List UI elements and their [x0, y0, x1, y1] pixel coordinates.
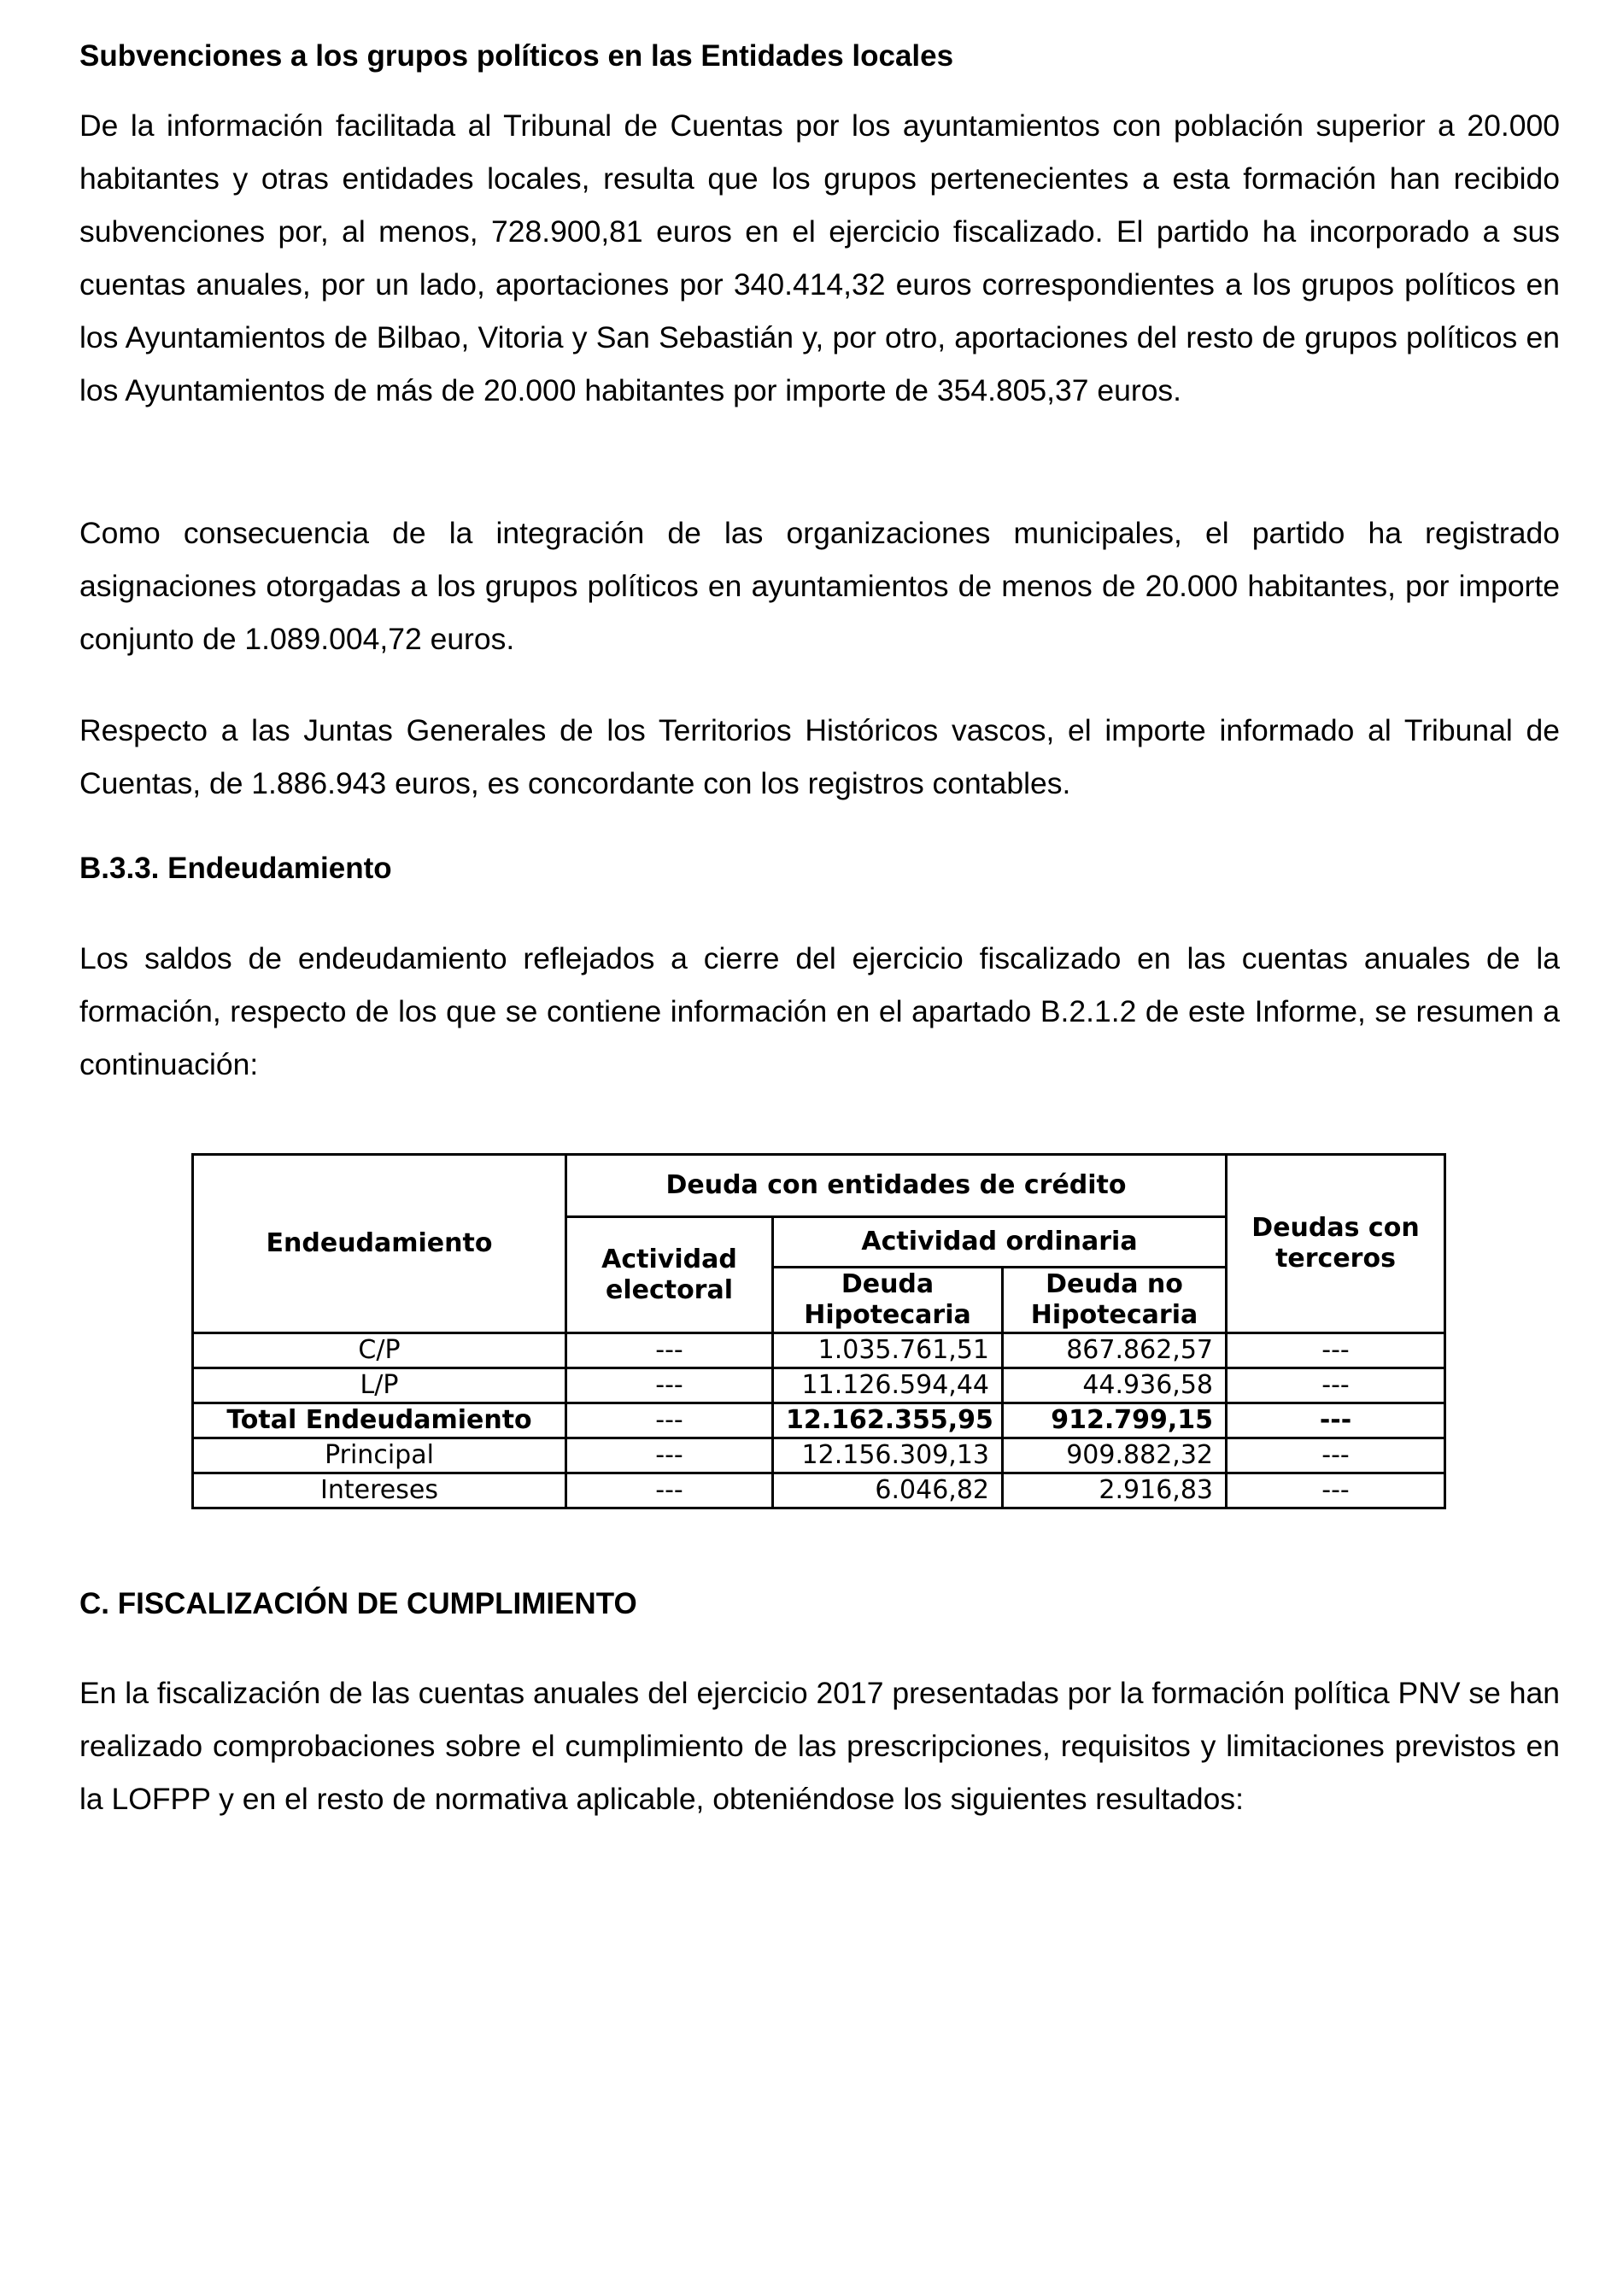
cell-terceros: --- [1227, 1403, 1445, 1438]
cell-no-hipotecaria: 2.916,83 [1003, 1473, 1227, 1508]
row-label: Principal [193, 1438, 566, 1473]
paragraph-subvenciones-1: De la información facilitada al Tribunal de Cuentas por los ayuntamientos con población superior a 20.000 habitantes y otras entidades locales, resulta que los grupos pertenecientes a esta formación han recibido subvenciones por, al menos, 728.900,81 euros en el ejercicio fiscalizado. El partido ha incorporado a sus cuentas anuales, por un lado, aportaciones por 340.414,32 euros correspondientes a los grupos políticos en los Ayuntamientos de Bilbao, Vitoria y San Sebastián y, por otro, aportaciones del resto de grupos políticos en los Ayuntamientos de más de 20.000 habitantes por importe de 354.805,37 euros. [79, 108, 1560, 407]
paragraph-subvenciones-2: Como consecuencia de la integración de las organizaciones municipales, el partido ha registrado asignaciones otorgadas a los grupos políticos en ayuntamientos de menos de 20.000 habitantes, por importe conjunto de 1.089.004,72 euros. [79, 516, 1560, 656]
cell-electoral: --- [566, 1473, 773, 1508]
header-actividad-electoral: Actividad electoral [566, 1217, 773, 1333]
header-actividad-ordinaria: Actividad ordinaria [773, 1217, 1227, 1268]
cell-hipotecaria: 1.035.761,51 [773, 1333, 1003, 1368]
header-deuda-no-hipotecaria: Deuda no Hipotecaria [1003, 1268, 1227, 1333]
paragraph-endeudamiento: Los saldos de endeudamiento reflejados a cierre del ejercicio fiscalizado en las cuentas anuales de la formación, respecto de los que se contiene información en el apartado B.2.1.2 de este Informe, se resumen a continuación: [79, 941, 1560, 1081]
cell-terceros: --- [1227, 1438, 1445, 1473]
header-deudas-terceros: Deudas con terceros [1227, 1155, 1445, 1333]
cell-electoral: --- [566, 1438, 773, 1473]
section-heading-endeudamiento: B.3.3. Endeudamiento [79, 852, 392, 885]
header-deuda-hipotecaria: Deuda Hipotecaria [773, 1268, 1003, 1333]
table-row [193, 1333, 1445, 1368]
cell-hipotecaria: 12.156.309,13 [773, 1438, 1003, 1473]
debt-table [191, 1153, 1446, 1509]
cell-electoral: --- [566, 1403, 773, 1438]
section-heading-subvenciones: Subvenciones a los grupos políticos en las Entidades locales [79, 39, 954, 73]
cell-no-hipotecaria: 44.936,58 [1003, 1368, 1227, 1403]
cell-electoral: --- [566, 1368, 773, 1403]
cell-no-hipotecaria: 867.862,57 [1003, 1333, 1227, 1368]
row-label: C/P [193, 1333, 566, 1368]
row-label: L/P [193, 1368, 566, 1403]
row-label: Total Endeudamiento [193, 1403, 566, 1438]
table-row [193, 1473, 1445, 1508]
cell-hipotecaria: 11.126.594,44 [773, 1368, 1003, 1403]
cell-no-hipotecaria: 909.882,32 [1003, 1438, 1227, 1473]
cell-electoral: --- [566, 1333, 773, 1368]
row-label: Intereses [193, 1473, 566, 1508]
cell-no-hipotecaria: 912.799,15 [1003, 1403, 1227, 1438]
paragraph-subvenciones-3: Respecto a las Juntas Generales de los Territorios Históricos vascos, el importe informado al Tribunal de Cuentas, de 1.886.943 euros, es concordante con los registros contables. [79, 713, 1560, 800]
table-row [193, 1438, 1445, 1473]
cell-terceros: --- [1227, 1333, 1445, 1368]
table-row [193, 1368, 1445, 1403]
cell-terceros: --- [1227, 1368, 1445, 1403]
cell-terceros: --- [1227, 1473, 1445, 1508]
header-endeudamiento: Endeudamiento [193, 1155, 566, 1333]
cell-hipotecaria: 12.162.355,95 [773, 1403, 1003, 1438]
header-deuda-entidades: Deuda con entidades de crédito [566, 1155, 1227, 1217]
table-row-total [193, 1403, 1445, 1438]
section-heading-fiscalizacion: C. FISCALIZACIÓN DE CUMPLIMIENTO [79, 1587, 637, 1620]
paragraph-fiscalizacion: En la fiscalización de las cuentas anuales del ejercicio 2017 presentadas por la formación política PNV se han realizado comprobaciones sobre el cumplimiento de las prescripciones, requisitos y limitaciones previstos en la LOFPP y en el resto de normativa aplicable, obteniéndose los siguientes resultados: [79, 1676, 1560, 1816]
cell-hipotecaria: 6.046,82 [773, 1473, 1003, 1508]
